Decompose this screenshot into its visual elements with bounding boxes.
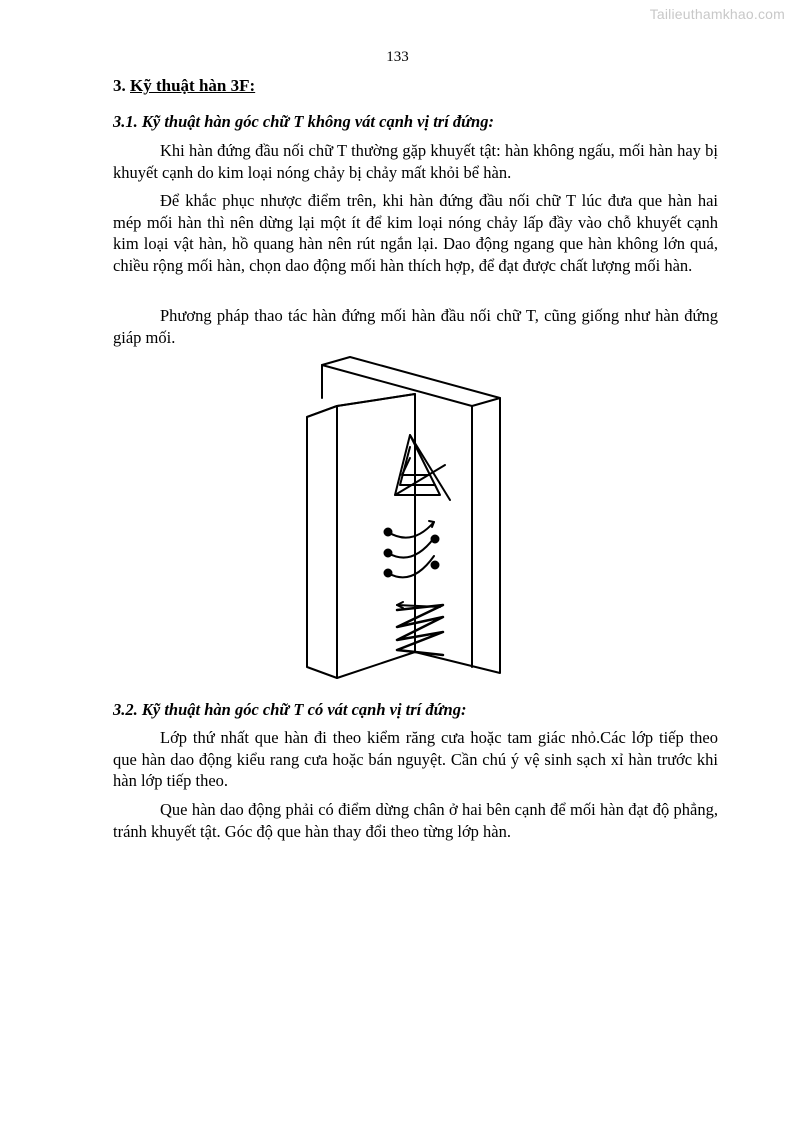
section-title: Kỹ thuật hàn 3F: <box>130 76 256 95</box>
watermark: Tailieuthamkhao.com <box>649 6 785 22</box>
t-joint-vertical-weld-icon <box>300 355 510 690</box>
section-number: 3. <box>113 76 126 95</box>
subsection-1-heading: 3.1. Kỹ thuật hàn góc chữ T không vát cạnh vị trí đứng: <box>113 112 494 131</box>
page-number: 133 <box>386 49 409 65</box>
subsection-2-heading: 3.2. Kỹ thuật hàn góc chữ T có vát cạnh vị trí đứng: <box>113 700 467 719</box>
paragraph-4: Lớp thứ nhất que hàn đi theo kiểm răng cưa hoặc tam giác nhỏ.Các lớp tiếp theo que hàn dao động kiểu rang cưa hoặc bán nguyệt. Cần chú ý vệ sinh sạch xỉ hàn trước khi hàn lớp tiếp theo. <box>113 728 718 790</box>
paragraph-1: Khi hàn đứng đầu nối chữ T thường gặp khuyết tật: hàn không ngấu, mối hàn hay bị khuyết cạnh do kim loại nóng chảy bị chảy mất khỏi bể hàn. <box>113 141 718 182</box>
paragraph-3: Phương pháp thao tác hàn đứng mối hàn đầu nối chữ T, cũng giống như hàn đứng giáp mối. <box>113 306 718 347</box>
paragraph-5: Que hàn dao động phải có điểm dừng chân ở hai bên cạnh để mối hàn đạt độ phẳng, tránh khuyết tật. Góc độ que hàn thay đổi theo từng lớp hàn. <box>113 800 718 841</box>
t-joint-weld-figure <box>300 355 510 690</box>
section-heading <box>113 76 255 96</box>
paragraph-2: Để khắc phục nhược điểm trên, khi hàn đứng đầu nối chữ T lúc đưa que hàn hai mép mối hàn thì nên dừng lại một ít để kim loại nóng chảy lấp đầy vào chỗ khuyết cạnh kim loại vật hàn, hồ quang hàn nên rút ngắn lại. Dao động ngang que hàn không lớn quá, chiều rộng mối hàn, chọn dao động mối hàn thích hợp, để đạt được chất lượng mối hàn. <box>113 191 718 275</box>
